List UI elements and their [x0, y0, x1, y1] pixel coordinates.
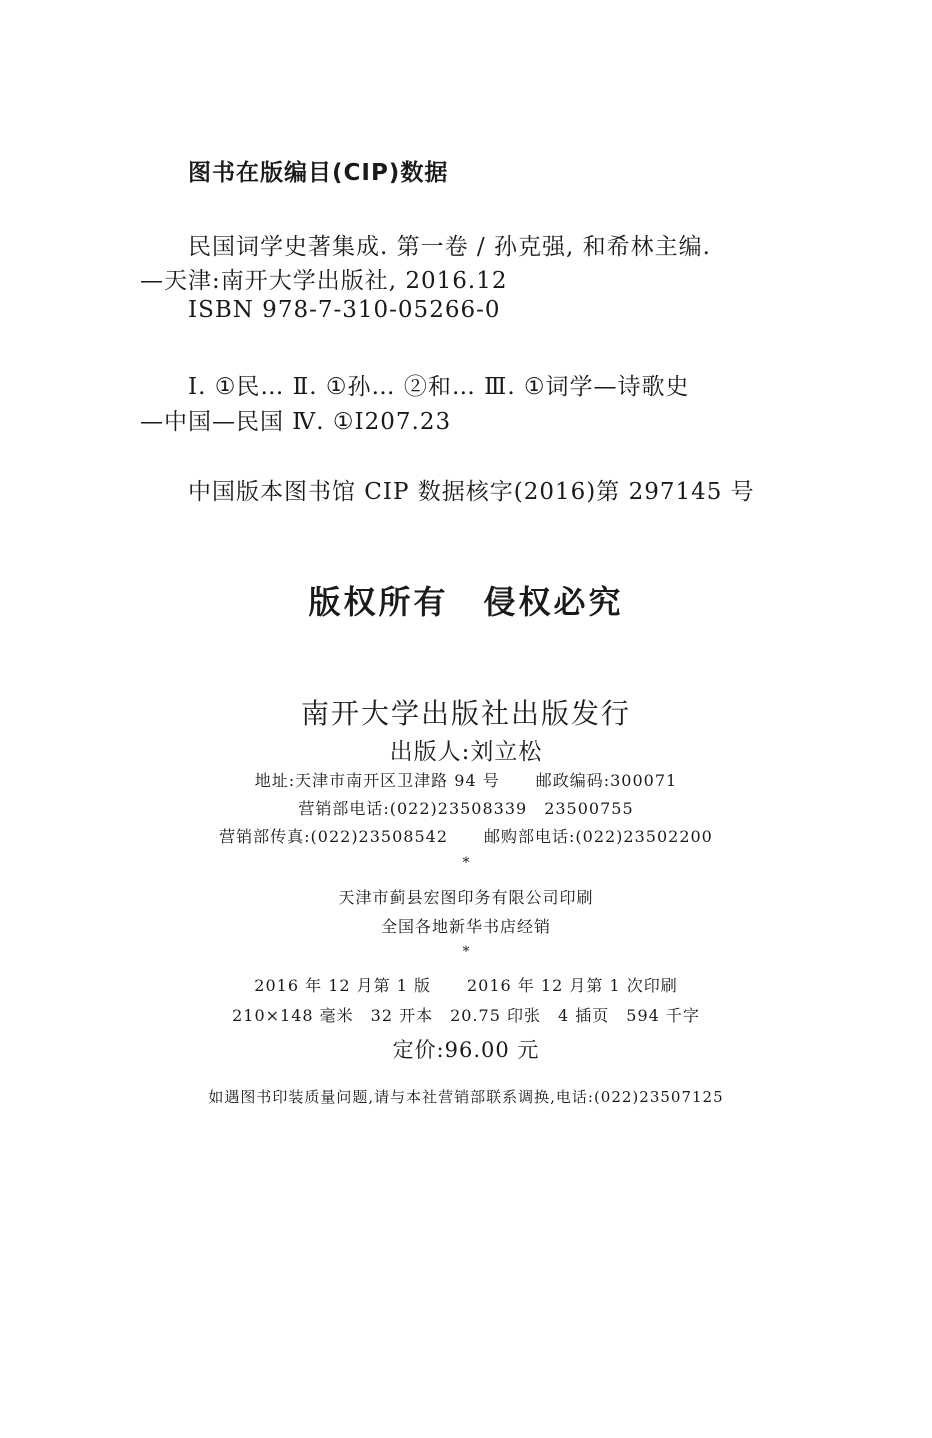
separator-star: * [462, 855, 470, 871]
postcode: 邮政编码:300071 [535, 771, 678, 790]
price: 定价:96.00 元 [392, 1038, 540, 1062]
cip-classification-line-1: Ⅰ. ①民… Ⅱ. ①孙… ②和… Ⅲ. ①词学—诗歌史 [188, 374, 690, 400]
distributor: 全国各地新华书店经销 [380, 917, 551, 936]
cip-title-line: 民国词学史著集成. 第一卷 / 孙克强, 和希林主编. [188, 234, 711, 260]
edition: 2016 年 12 月第 1 版 [254, 976, 431, 995]
printing: 2016 年 12 月第 1 次印刷 [467, 976, 678, 995]
mail-order-phone: 邮购部电话:(022)23502200 [484, 827, 713, 846]
cip-isbn: ISBN 978-7-310-05266-0 [188, 297, 501, 323]
printer: 天津市蓟县宏图印务有限公司印刷 [338, 888, 594, 907]
cip-classification-line-2: —中国—民国 Ⅳ. ①I207.23 [140, 409, 452, 435]
separator-star: * [462, 944, 470, 960]
publisher-name: 南开大学出版社出版发行 [300, 697, 631, 730]
publisher-address: 地址:天津市南开区卫津路 94 号 [254, 771, 500, 790]
quality-notice: 如遇图书印装质量问题,请与本社营销部联系调换,电话:(022)23507125 [208, 1088, 724, 1106]
book-specs: 210×148 毫米 32 开本 20.75 印张 4 插页 594 千字 [232, 1006, 700, 1025]
cip-heading: 图书在版编目(CIP)数据 [188, 160, 449, 186]
address-row [0, 768, 932, 791]
publisher-person: 出版人:刘立松 [389, 739, 543, 765]
copyright-notice: 版权所有 侵权必究 [308, 583, 624, 621]
edition-row [0, 973, 932, 996]
sales-fax: 营销部传真:(022)23508542 [219, 827, 448, 846]
fax-row [0, 824, 932, 847]
cip-verification-number: 中国版本图书馆 CIP 数据核字(2016)第 297145 号 [188, 479, 755, 505]
cip-publisher-line: —天津:南开大学出版社, 2016.12 [140, 268, 508, 294]
sales-phone: 营销部电话:(022)23508339 23500755 [298, 799, 634, 818]
